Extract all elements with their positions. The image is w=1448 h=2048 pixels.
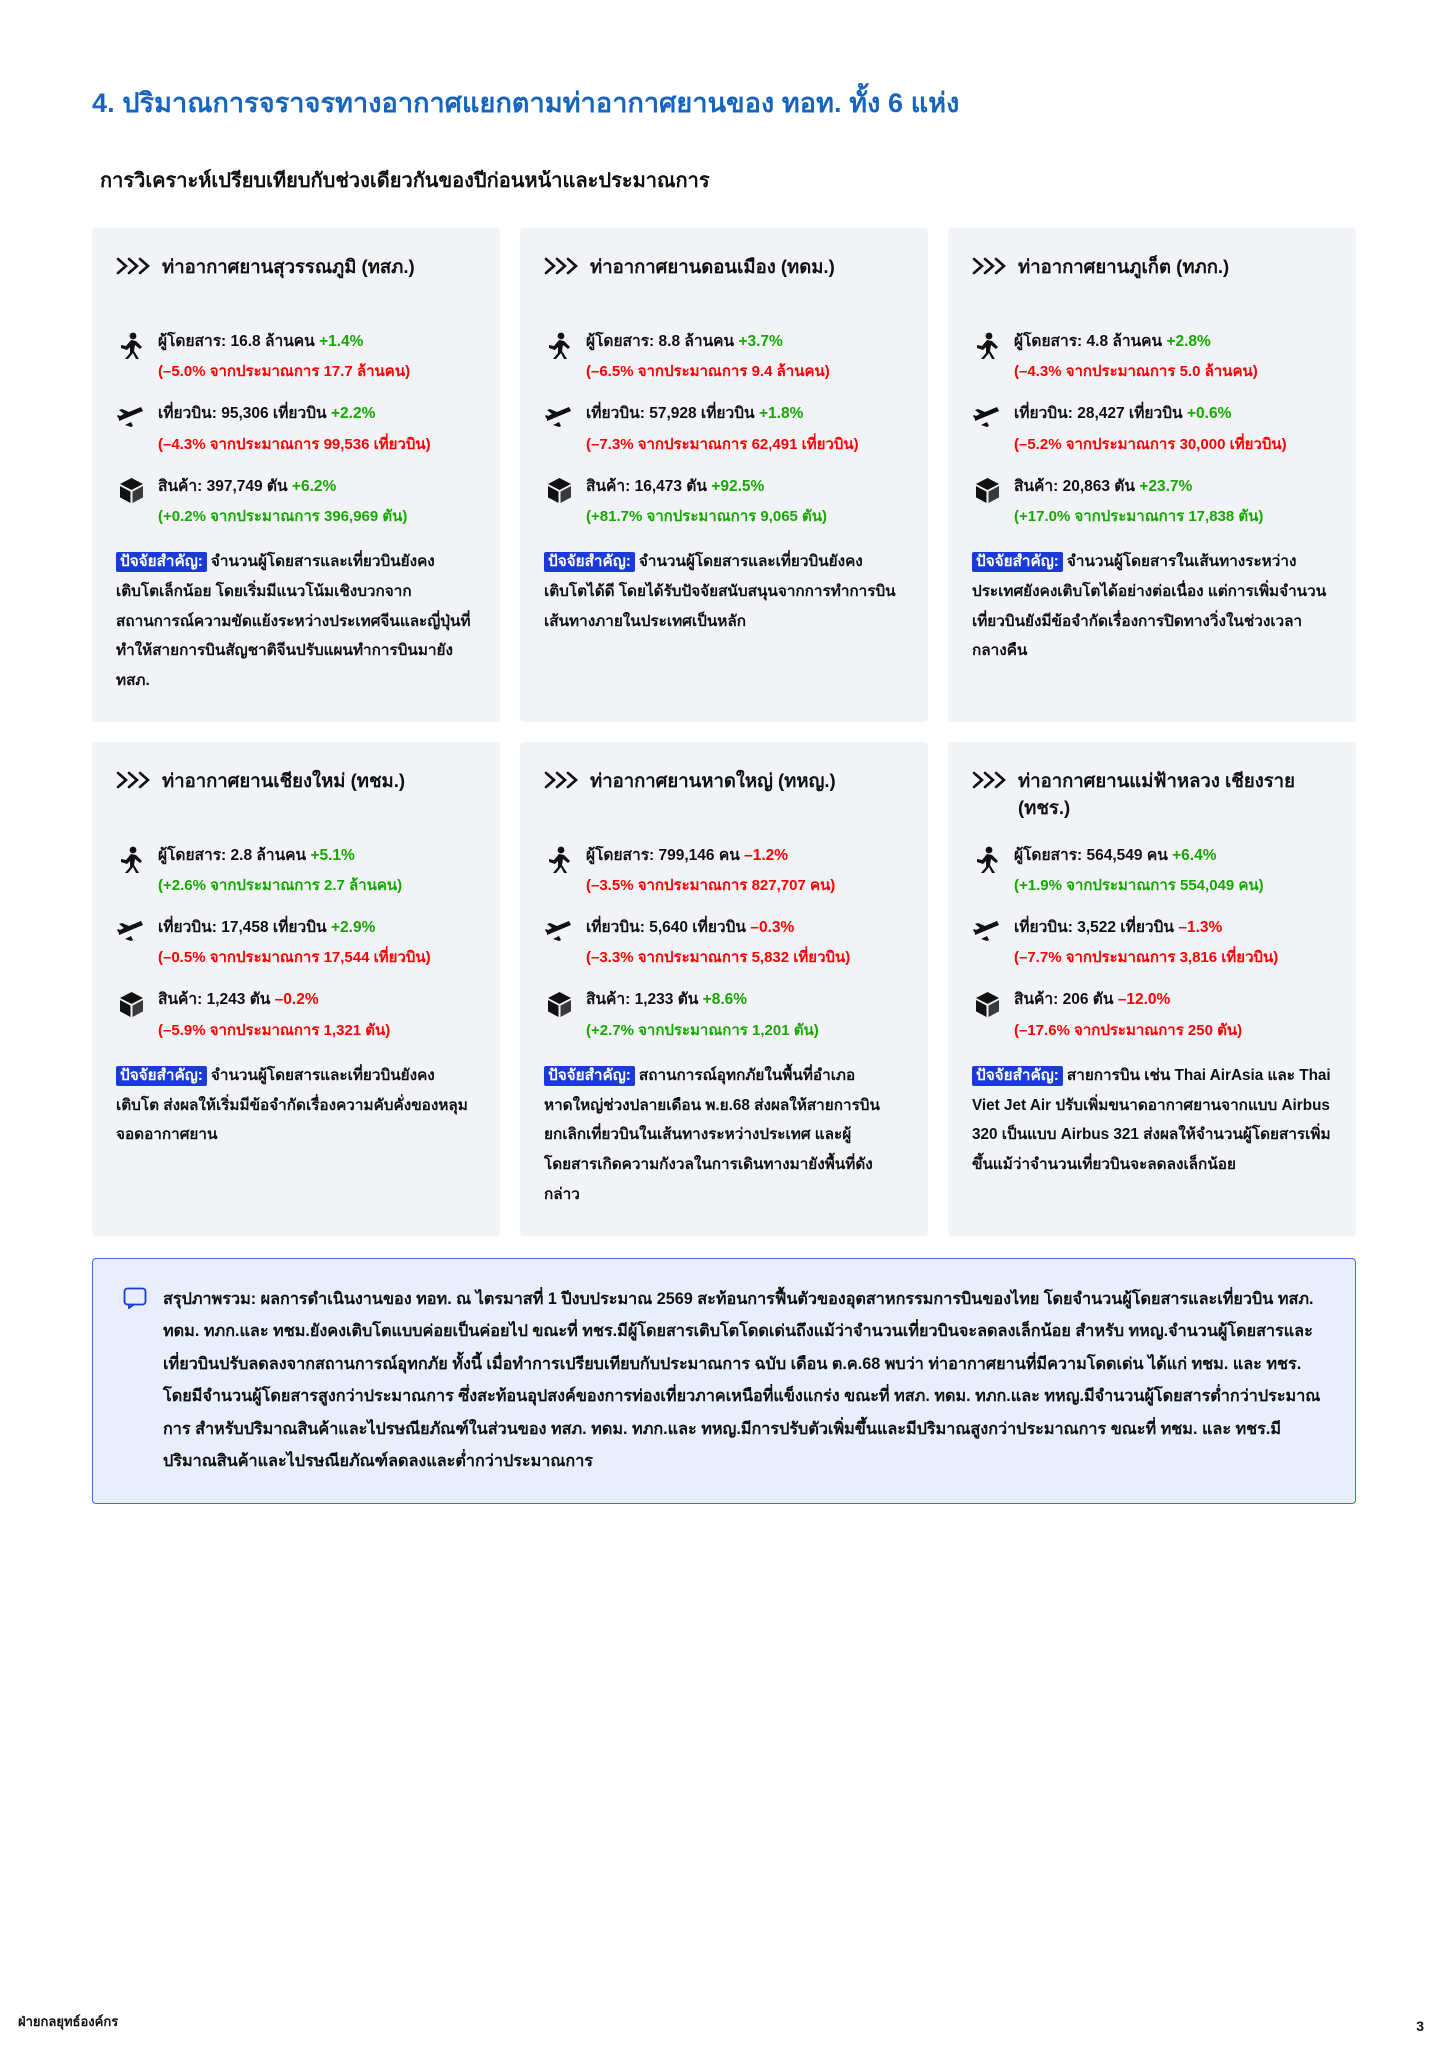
metric-delta: –1.2% — [744, 846, 789, 864]
key-factor-tag: ปัจจัยสำคัญ: — [544, 1066, 635, 1086]
card-note — [116, 547, 476, 696]
key-factor-text: จำนวนผู้โดยสารและเที่ยวบินยังคงเติบโตได้ดี โดยได้รับปัจจัยสนับสนุนจากการทำการบินเส้นทางภายในประเทศเป็นหลัก — [544, 552, 896, 630]
summary-text: สรุปภาพรวม: ผลการดำเนินงานของ ทอท. ณ ไตรมาสที่ 1 ปีงบประมาณ 2569 สะท้อนการฟื้นตัวของอุตสาหกรรมการบินของไทย โดยจำนวนผู้โดยสารและเที่ยวบิน ทสภ. ทดม. ทภก.และ ทชม.ยังคงเติบโตแบบค่อยเป็นค่อยไป ขณะที่ ทชร.มีผู้โดยสารเติบโตโดดเด่นถึงแม้ว่าจำนวนเที่ยวบินจะลดลงเล็กน้อย สำหรับ ทหญ.จำนวนผู้โดยสารและเที่ยวบินปรับลดลงจากสถานการณ์อุทกภัย ทั้งนี้ เมื่อทำการเปรียบเทียบกับประมาณการ ฉบับ เดือน ต.ค.68 พบว่า ท่าอากาศยานที่มีความโดดเด่น ได้แก่ ทชม. และ ทชร. โดยมีจำนวนผู้โดยสารสูงกว่าประมาณการ ซึ่งสะท้อนอุปสงค์ของการท่องเที่ยวภาคเหนือที่แข็งแกร่ง ขณะที่ ทสภ. ทดม. ทภก.และ ทหญ.มีจำนวนผู้โดยสารต่ำกว่าประมาณการ สำหรับปริมาณสินค้าและไปรษณียภัณฑ์ในส่วนของ ทสภ. ทดม. ทภก.และ ทหญ.มีการปรับตัวเพิ่มขึ้นและมีปริมาณสูงกว่าประมาณการ ขณะที่ ทชม. และ ทชร.มีปริมาณสินค้าและไปรษณียภัณฑ์ลดลงและต่ำกว่าประมาณการ — [163, 1289, 1321, 1470]
metric-value: เที่ยวบิน: 5,640 เที่ยวบิน — [586, 919, 747, 937]
metric-delta: +8.6% — [702, 991, 748, 1009]
metric-cargo — [544, 475, 904, 541]
airport-card-suvarnabhumi — [92, 228, 500, 722]
card-note — [972, 1061, 1332, 1180]
metric-delta: +23.7% — [1139, 477, 1193, 495]
metric-delta: +2.8% — [1166, 333, 1211, 351]
key-factor-text: สถานการณ์อุทกภัยในพื้นที่อำเภอหาดใหญ่ช่วงปลายเดือน พ.ย.68 ส่งผลให้สายการบินยกเลิกเที่ยวบินในเส้นทางระหว่างประเทศ และผู้โดยสารเกิดความกังวลในการเดินทางมายังพื้นที่ดังกล่าว — [544, 1066, 880, 1204]
card-header — [972, 254, 1332, 316]
flight-icon — [972, 403, 1002, 433]
metric-delta: +6.4% — [1172, 846, 1217, 864]
metric-delta: +2.2% — [330, 405, 376, 423]
metric-forecast: (–5.9% จากประมาณการ 1,321 ตัน) — [158, 1021, 391, 1039]
passenger-icon — [544, 331, 574, 361]
metric-passengers — [972, 330, 1332, 396]
metric-value: ผู้โดยสาร: 16.8 ล้านคน — [158, 333, 315, 351]
metric-flights — [116, 916, 476, 982]
metric-forecast: (+1.9% จากประมาณการ 554,049 คน) — [1014, 877, 1264, 895]
flight-icon — [544, 403, 574, 433]
key-factor-text: จำนวนผู้โดยสารในเส้นทางระหว่างประเทศยังคงเติบโตได้อย่างต่อเนื่อง แต่การเพิ่มจำนวนเที่ยวบินยังมีข้อจำกัดเรื่องการปิดทางวิ่งในช่วงเวลากลางคืน — [972, 552, 1327, 660]
metric-forecast: (–6.5% จากประมาณการ 9.4 ล้านคน) — [586, 363, 830, 381]
card-title: ท่าอากาศยานเชียงใหม่ (ทชม.) — [162, 769, 406, 791]
metrics-list — [116, 330, 476, 541]
metric-delta: –1.3% — [1178, 919, 1223, 937]
metric-forecast: (–5.2% จากประมาณการ 30,000 เที่ยวบิน) — [1014, 435, 1287, 453]
metric-cargo — [116, 475, 476, 541]
card-header — [972, 768, 1332, 830]
key-factor-text: จำนวนผู้โดยสารและเที่ยวบินยังคงเติบโต ส่งผลให้เริ่มมีข้อจำกัดเรื่องความคับคั่งของหลุมจอดอากาศยาน — [116, 1066, 468, 1144]
metric-forecast: (–4.3% จากประมาณการ 99,536 เที่ยวบิน) — [158, 435, 431, 453]
passenger-icon — [116, 845, 146, 875]
metric-cargo — [972, 988, 1332, 1054]
metric-value: เที่ยวบิน: 28,427 เที่ยวบิน — [1014, 405, 1183, 423]
flight-icon — [972, 917, 1002, 947]
card-title: ท่าอากาศยานแม่ฟ้าหลวง เชียงราย (ทชร.) — [1018, 769, 1295, 818]
card-note — [544, 1061, 904, 1210]
metrics-list — [116, 844, 476, 1055]
metrics-list — [972, 844, 1332, 1055]
metric-delta: +92.5% — [711, 477, 765, 495]
metric-delta: +3.7% — [738, 333, 783, 351]
metric-passengers — [116, 330, 476, 396]
passenger-icon — [972, 331, 1002, 361]
metric-value: สินค้า: 206 ตัน — [1014, 991, 1114, 1009]
metric-forecast: (+81.7% จากประมาณการ 9,065 ตัน) — [586, 507, 828, 525]
key-factor-tag: ปัจจัยสำคัญ: — [972, 552, 1063, 572]
page-title: 4. ปริมาณการจราจรทางอากาศแยกตามท่าอากาศยานของ ทอท. ทั้ง 6 แห่ง — [92, 88, 960, 118]
key-factor-tag: ปัจจัยสำคัญ: — [116, 552, 207, 572]
metric-cargo — [972, 475, 1332, 541]
metric-cargo — [544, 988, 904, 1054]
metric-value: เที่ยวบิน: 57,928 เที่ยวบิน — [586, 405, 755, 423]
metric-delta: +1.8% — [758, 405, 804, 423]
metric-value: สินค้า: 1,233 ตัน — [586, 991, 699, 1009]
metric-forecast: (–7.3% จากประมาณการ 62,491 เที่ยวบิน) — [586, 435, 859, 453]
key-factor-tag: ปัจจัยสำคัญ: — [544, 552, 635, 572]
metric-flights — [116, 402, 476, 468]
chevrons-right-icon — [972, 256, 1006, 281]
flight-icon — [116, 403, 146, 433]
card-header — [544, 254, 904, 316]
metric-forecast: (–4.3% จากประมาณการ 5.0 ล้านคน) — [1014, 363, 1258, 381]
chevrons-right-icon — [544, 256, 578, 281]
key-factor-text: จำนวนผู้โดยสารและเที่ยวบินยังคงเติบโตเล็กน้อย โดยเริ่มมีแนวโน้มเชิงบวกจากสถานการณ์ความขัดแย้งระหว่างประเทศจีนและญี่ปุ่นที่ทำให้สายการบินสัญชาติจีนปรับแผนทำการบินมายัง ทสภ. — [116, 552, 471, 690]
card-header — [116, 254, 476, 316]
metric-flights — [972, 916, 1332, 982]
metric-value: เที่ยวบิน: 17,458 เที่ยวบิน — [158, 919, 327, 937]
card-title: ท่าอากาศยานดอนเมือง (ทดม.) — [590, 256, 835, 278]
metrics-list — [972, 330, 1332, 541]
chevrons-right-icon — [116, 256, 150, 281]
page-number: 3 — [1416, 2018, 1424, 2034]
metric-forecast: (+2.7% จากประมาณการ 1,201 ตัน) — [586, 1021, 819, 1039]
metric-delta: –0.3% — [750, 919, 795, 937]
chevrons-right-icon — [116, 770, 150, 795]
metric-passengers — [544, 330, 904, 396]
metric-value: เที่ยวบิน: 95,306 เที่ยวบิน — [158, 405, 327, 423]
card-title: ท่าอากาศยานหาดใหญ่ (ทหญ.) — [590, 769, 836, 791]
card-note — [116, 1061, 476, 1150]
card-title: ท่าอากาศยานสุวรรณภูมิ (ทสภ.) — [162, 256, 415, 278]
airport-card-chiangrai — [948, 742, 1356, 1236]
metric-value: ผู้โดยสาร: 799,146 คน — [586, 846, 740, 864]
page-subtitle: การวิเคราะห์เปรียบเทียบกับช่วงเดียวกันของปีก่อนหน้าและประมาณการ — [100, 170, 710, 193]
airport-card-donmueang — [520, 228, 928, 722]
metric-value: ผู้โดยสาร: 8.8 ล้านคน — [586, 333, 735, 351]
metric-passengers — [972, 844, 1332, 910]
card-title: ท่าอากาศยานภูเก็ต (ทภก.) — [1018, 256, 1230, 278]
summary-panel — [92, 1258, 1356, 1504]
card-header — [116, 768, 476, 830]
cargo-icon — [544, 476, 574, 506]
metric-delta: +2.9% — [330, 919, 376, 937]
key-factor-text: สายการบิน เช่น Thai AirAsia และ Thai Viet Jet Air ปรับเพิ่มขนาดอากาศยานจากแบบ Airbus 320 เป็นแบบ Airbus 321 ส่งผลให้จำนวนผู้โดยสารเพิ่มขึ้นแม้ว่าจำนวนเที่ยวบินจะลดลงเล็กน้อย — [972, 1066, 1331, 1174]
metric-delta: –0.2% — [274, 991, 319, 1009]
key-factor-tag: ปัจจัยสำคัญ: — [972, 1066, 1063, 1086]
metric-cargo — [116, 988, 476, 1054]
metric-forecast: (+2.6% จากประมาณการ 2.7 ล้านคน) — [158, 877, 403, 895]
metric-delta: +6.2% — [291, 477, 337, 495]
metric-value: สินค้า: 16,473 ตัน — [586, 477, 707, 495]
airport-card-phuket — [948, 228, 1356, 722]
metric-forecast: (–3.5% จากประมาณการ 827,707 คน) — [586, 877, 836, 895]
metric-forecast: (+17.0% จากประมาณการ 17,838 ตัน) — [1014, 507, 1264, 525]
cargo-icon — [544, 989, 574, 1019]
metrics-list — [544, 844, 904, 1055]
passenger-icon — [544, 845, 574, 875]
cargo-icon — [972, 476, 1002, 506]
metric-forecast: (–0.5% จากประมาณการ 17,544 เที่ยวบิน) — [158, 949, 431, 967]
cargo-icon — [972, 989, 1002, 1019]
card-note — [544, 547, 904, 636]
cargo-icon — [116, 989, 146, 1019]
metric-value: เที่ยวบิน: 3,522 เที่ยวบิน — [1014, 919, 1175, 937]
note-icon — [123, 1287, 149, 1477]
flight-icon — [544, 917, 574, 947]
metric-forecast: (–5.0% จากประมาณการ 17.7 ล้านคน) — [158, 363, 411, 381]
cargo-icon — [116, 476, 146, 506]
metric-delta: +5.1% — [310, 846, 355, 864]
metric-value: สินค้า: 1,243 ตัน — [158, 991, 271, 1009]
metric-delta: –12.0% — [1117, 991, 1171, 1009]
metric-value: ผู้โดยสาร: 4.8 ล้านคน — [1014, 333, 1163, 351]
footer-department: ฝ่ายกลยุทธ์องค์กร — [18, 2014, 119, 2029]
chevrons-right-icon — [544, 770, 578, 795]
metric-delta: +1.4% — [319, 333, 364, 351]
key-factor-tag: ปัจจัยสำคัญ: — [116, 1066, 207, 1086]
metric-forecast: (–3.3% จากประมาณการ 5,832 เที่ยวบิน) — [586, 949, 851, 967]
metric-flights — [544, 916, 904, 982]
metric-forecast: (+0.2% จากประมาณการ 396,969 ตัน) — [158, 507, 408, 525]
metric-value: สินค้า: 20,863 ตัน — [1014, 477, 1135, 495]
metric-value: ผู้โดยสาร: 564,549 คน — [1014, 846, 1168, 864]
card-header — [544, 768, 904, 830]
airport-card-chiangmai — [92, 742, 500, 1236]
chevrons-right-icon — [972, 770, 1006, 795]
passenger-icon — [116, 331, 146, 361]
metric-passengers — [544, 844, 904, 910]
metrics-list — [544, 330, 904, 541]
card-note — [972, 547, 1332, 666]
metric-delta: +0.6% — [1186, 405, 1232, 423]
passenger-icon — [972, 845, 1002, 875]
metric-value: สินค้า: 397,749 ตัน — [158, 477, 288, 495]
metric-forecast: (–7.7% จากประมาณการ 3,816 เที่ยวบิน) — [1014, 949, 1279, 967]
metric-value: ผู้โดยสาร: 2.8 ล้านคน — [158, 846, 307, 864]
metric-passengers — [116, 844, 476, 910]
airport-card-grid — [92, 228, 1356, 1236]
metric-flights — [972, 402, 1332, 468]
airport-card-hatyai — [520, 742, 928, 1236]
flight-icon — [116, 917, 146, 947]
metric-forecast: (–17.6% จากประมาณการ 250 ตัน) — [1014, 1021, 1243, 1039]
metric-flights — [544, 402, 904, 468]
